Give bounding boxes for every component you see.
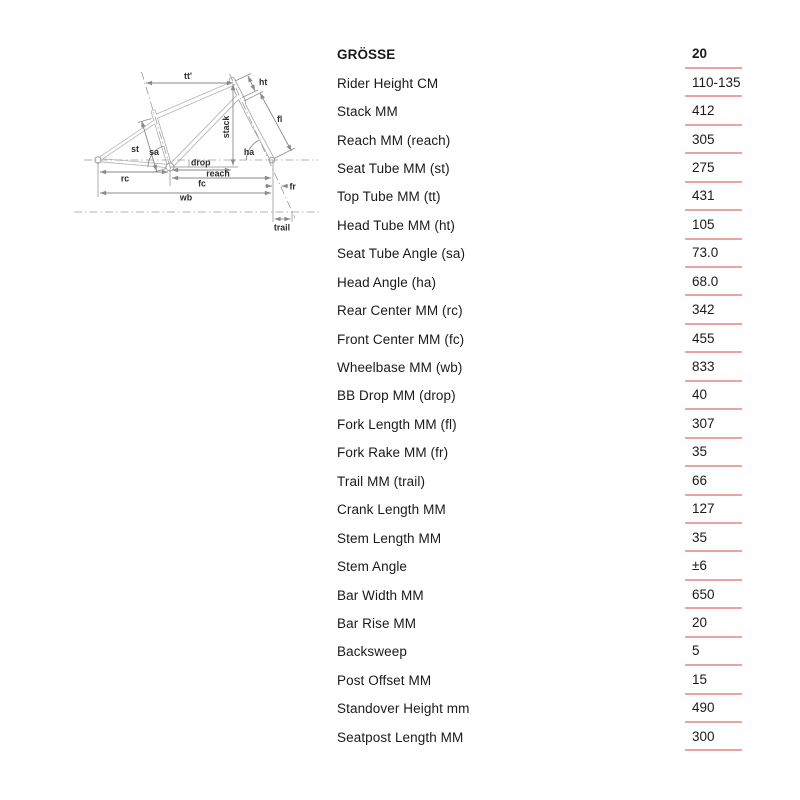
label-sa: sa	[149, 147, 159, 157]
row-value: 40	[685, 382, 742, 410]
row-value: ±6	[685, 552, 742, 580]
row-label: Head Tube MM (ht)	[337, 217, 455, 233]
bike-geometry-diagram	[60, 50, 322, 242]
label-tt-icon: tt'	[184, 71, 192, 81]
row-label: Top Tube MM (tt)	[337, 189, 441, 205]
table-row	[337, 581, 742, 609]
row-value: 650	[685, 581, 742, 609]
table-row	[337, 552, 742, 580]
row-label: Seatpost Length MM	[337, 729, 464, 745]
size-header-label: GRÖSSE	[337, 47, 396, 63]
row-value: 431	[685, 183, 742, 211]
table-row	[337, 97, 742, 125]
size-header-value: 20	[685, 41, 742, 69]
row-value: 305	[685, 126, 742, 154]
row-value: 66	[685, 467, 742, 495]
table-row	[337, 240, 742, 268]
row-label: Fork Length MM (fl)	[337, 416, 457, 432]
table-row	[337, 695, 742, 723]
row-value: 20	[685, 609, 742, 637]
row-value: 412	[685, 97, 742, 125]
table-row	[337, 126, 742, 154]
row-label: Trail MM (trail)	[337, 473, 426, 489]
table-row	[337, 496, 742, 524]
table-row	[337, 353, 742, 381]
label-fr: fr	[289, 181, 296, 192]
row-value: 833	[685, 353, 742, 381]
label-rc: rc	[120, 173, 130, 184]
row-value: 307	[685, 410, 742, 438]
row-value: 490	[685, 695, 742, 723]
row-value: 342	[685, 296, 742, 324]
bike-geometry-svg	[60, 50, 322, 242]
table-row	[337, 467, 742, 495]
table-row	[337, 69, 742, 97]
table-row	[337, 154, 742, 182]
row-value: 35	[685, 524, 742, 552]
row-value: 35	[685, 439, 742, 467]
table-row	[337, 211, 742, 239]
label-ht: ht	[259, 77, 268, 87]
table-row	[337, 638, 742, 666]
table-row	[337, 723, 742, 751]
label-drop: drop	[191, 157, 211, 168]
table-row	[337, 439, 742, 467]
row-value: 15	[685, 666, 742, 694]
label-ha: ha	[243, 147, 255, 157]
row-value: 68.0	[685, 268, 742, 296]
row-value: 110-135	[685, 69, 742, 97]
table-row	[337, 382, 742, 410]
row-label: Stem Length MM	[337, 530, 442, 546]
row-value: 105	[685, 211, 742, 239]
table-row	[337, 666, 742, 694]
label-stack: stack	[221, 115, 231, 139]
row-label: Rider Height CM	[337, 75, 439, 91]
geometry-table	[337, 41, 742, 752]
row-label: Seat Tube MM (st)	[337, 160, 450, 176]
label-fl: fl	[277, 114, 283, 124]
row-label: Bar Width MM	[337, 587, 424, 603]
label-fc: fc	[198, 178, 206, 189]
row-label: Wheelbase MM (wb)	[337, 360, 463, 376]
row-value: 73.0	[685, 240, 742, 268]
row-label: Front Center MM (fc)	[337, 331, 465, 347]
row-label: Bar Rise MM	[337, 615, 417, 631]
row-label: Backsweep	[337, 644, 407, 660]
row-label: Reach MM (reach)	[337, 132, 451, 148]
row-label: Seat Tube Angle (sa)	[337, 246, 466, 262]
row-value: 5	[685, 638, 742, 666]
label-reach: reach	[206, 168, 230, 179]
table-header-row	[337, 41, 742, 69]
row-label: BB Drop MM (drop)	[337, 388, 456, 404]
label-wb: wb	[179, 192, 193, 203]
table-row	[337, 609, 742, 637]
row-value: 455	[685, 325, 742, 353]
row-label: Crank Length MM	[337, 502, 446, 518]
row-value: 300	[685, 723, 742, 751]
row-label: Standover Height mm	[337, 701, 470, 717]
table-row	[337, 410, 742, 438]
label-st: st	[131, 144, 139, 154]
row-label: Post Offset MM	[337, 672, 432, 688]
table-row	[337, 296, 742, 324]
table-row	[337, 524, 742, 552]
centerlines	[74, 72, 320, 218]
row-value: 275	[685, 154, 742, 182]
label-trail: trail	[273, 222, 291, 233]
table-row	[337, 183, 742, 211]
row-label: Stem Angle	[337, 559, 408, 575]
row-label: Fork Rake MM (fr)	[337, 445, 449, 461]
row-label: Rear Center MM (rc)	[337, 303, 463, 319]
row-label: Head Angle (ha)	[337, 274, 437, 290]
table-row	[337, 268, 742, 296]
table-row	[337, 325, 742, 353]
row-label: Stack MM	[337, 104, 398, 120]
row-value: 127	[685, 496, 742, 524]
